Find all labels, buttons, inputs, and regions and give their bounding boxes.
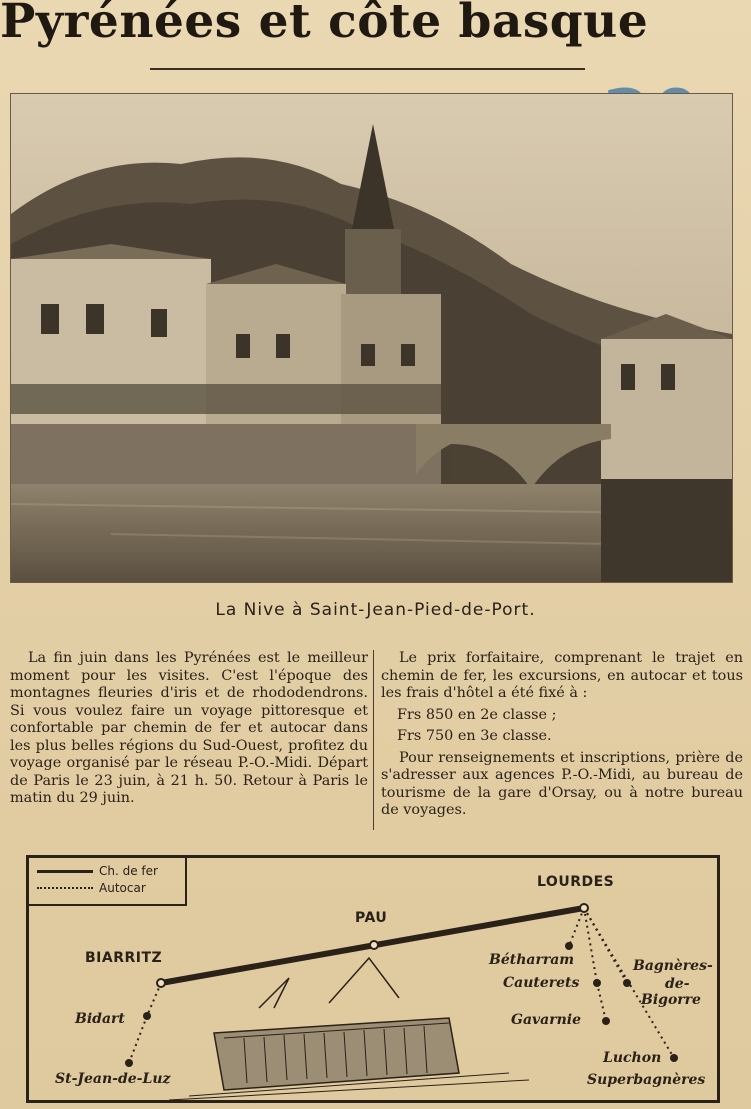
route-map	[26, 855, 720, 1103]
place-betharram: Bétharram	[489, 952, 575, 968]
legend-railway-label: Ch. de fer	[99, 864, 158, 878]
legend-bus	[37, 881, 146, 895]
column-separator	[373, 650, 374, 830]
place-bagneres-1: Bagnères-	[633, 958, 713, 974]
article-paragraph-price: Le prix forfaitaire, comprenant le trajet en chemin de fer, les excursions, en autocar et tous les frais d'hôtel a été fixé à :	[381, 650, 743, 701]
place-pau: PAU	[355, 910, 388, 926]
place-bidart: Bidart	[75, 1011, 125, 1027]
article-column-right	[381, 650, 743, 824]
place-saint-jean-de-luz: St-Jean-de-Luz	[55, 1071, 171, 1087]
headline-rule	[150, 68, 585, 70]
place-superbagneres: Superbagnères	[587, 1072, 706, 1088]
headline: Pyrénées et côte basque	[0, 0, 649, 49]
railway-symbol	[37, 870, 93, 873]
place-cauterets: Cauterets	[503, 975, 580, 991]
place-lourdes: LOURDES	[537, 874, 615, 890]
place-gavarnie: Gavarnie	[511, 1012, 582, 1028]
article-paragraph-intro: La fin juin dans les Pyrénées est le meilleur moment pour les visites. C'est l'époque des montagnes fleuries d'iris et de rhododendrons. Si vous voulez faire un voyage pittoresque et confortable par chemin de fer et autocar dans les plus belles régions du Sud-Ouest, profitez du voyage organisé par le réseau P.-O.-Midi. Départ de Paris le 23 juin, à 21 h. 50. Retour à Paris le matin du 29 juin.	[10, 650, 368, 806]
place-biarritz: BIARRITZ	[85, 950, 163, 966]
photo-caption: La Nive à Saint-Jean-Pied-de-Port.	[215, 600, 536, 620]
article-column-left	[10, 650, 368, 812]
fare-third-class: Frs 750 en 3e classe.	[397, 728, 552, 744]
fare-second-class: Frs 850 en 2e classe ;	[397, 706, 557, 723]
legend-railway	[37, 864, 158, 878]
map-legend	[29, 858, 187, 906]
legend-bus-label: Autocar	[99, 881, 146, 895]
place-luchon: Luchon	[603, 1050, 662, 1066]
electric-locomotive-illustration	[169, 958, 529, 1100]
place-bagneres-2: de-	[665, 976, 690, 992]
article-paragraph-contact: Pour renseignements et inscriptions, prière de s'adresser aux agences P.-O.-Midi, au bureau de tourisme de la gare d'Orsay, ou à notre bureau de voyages.	[381, 749, 743, 818]
river-town-photo	[11, 94, 732, 582]
bus-symbol	[37, 887, 93, 889]
photo-saint-jean-pied-de-port	[10, 93, 733, 583]
place-bagneres-3: Bigorre	[641, 992, 701, 1008]
